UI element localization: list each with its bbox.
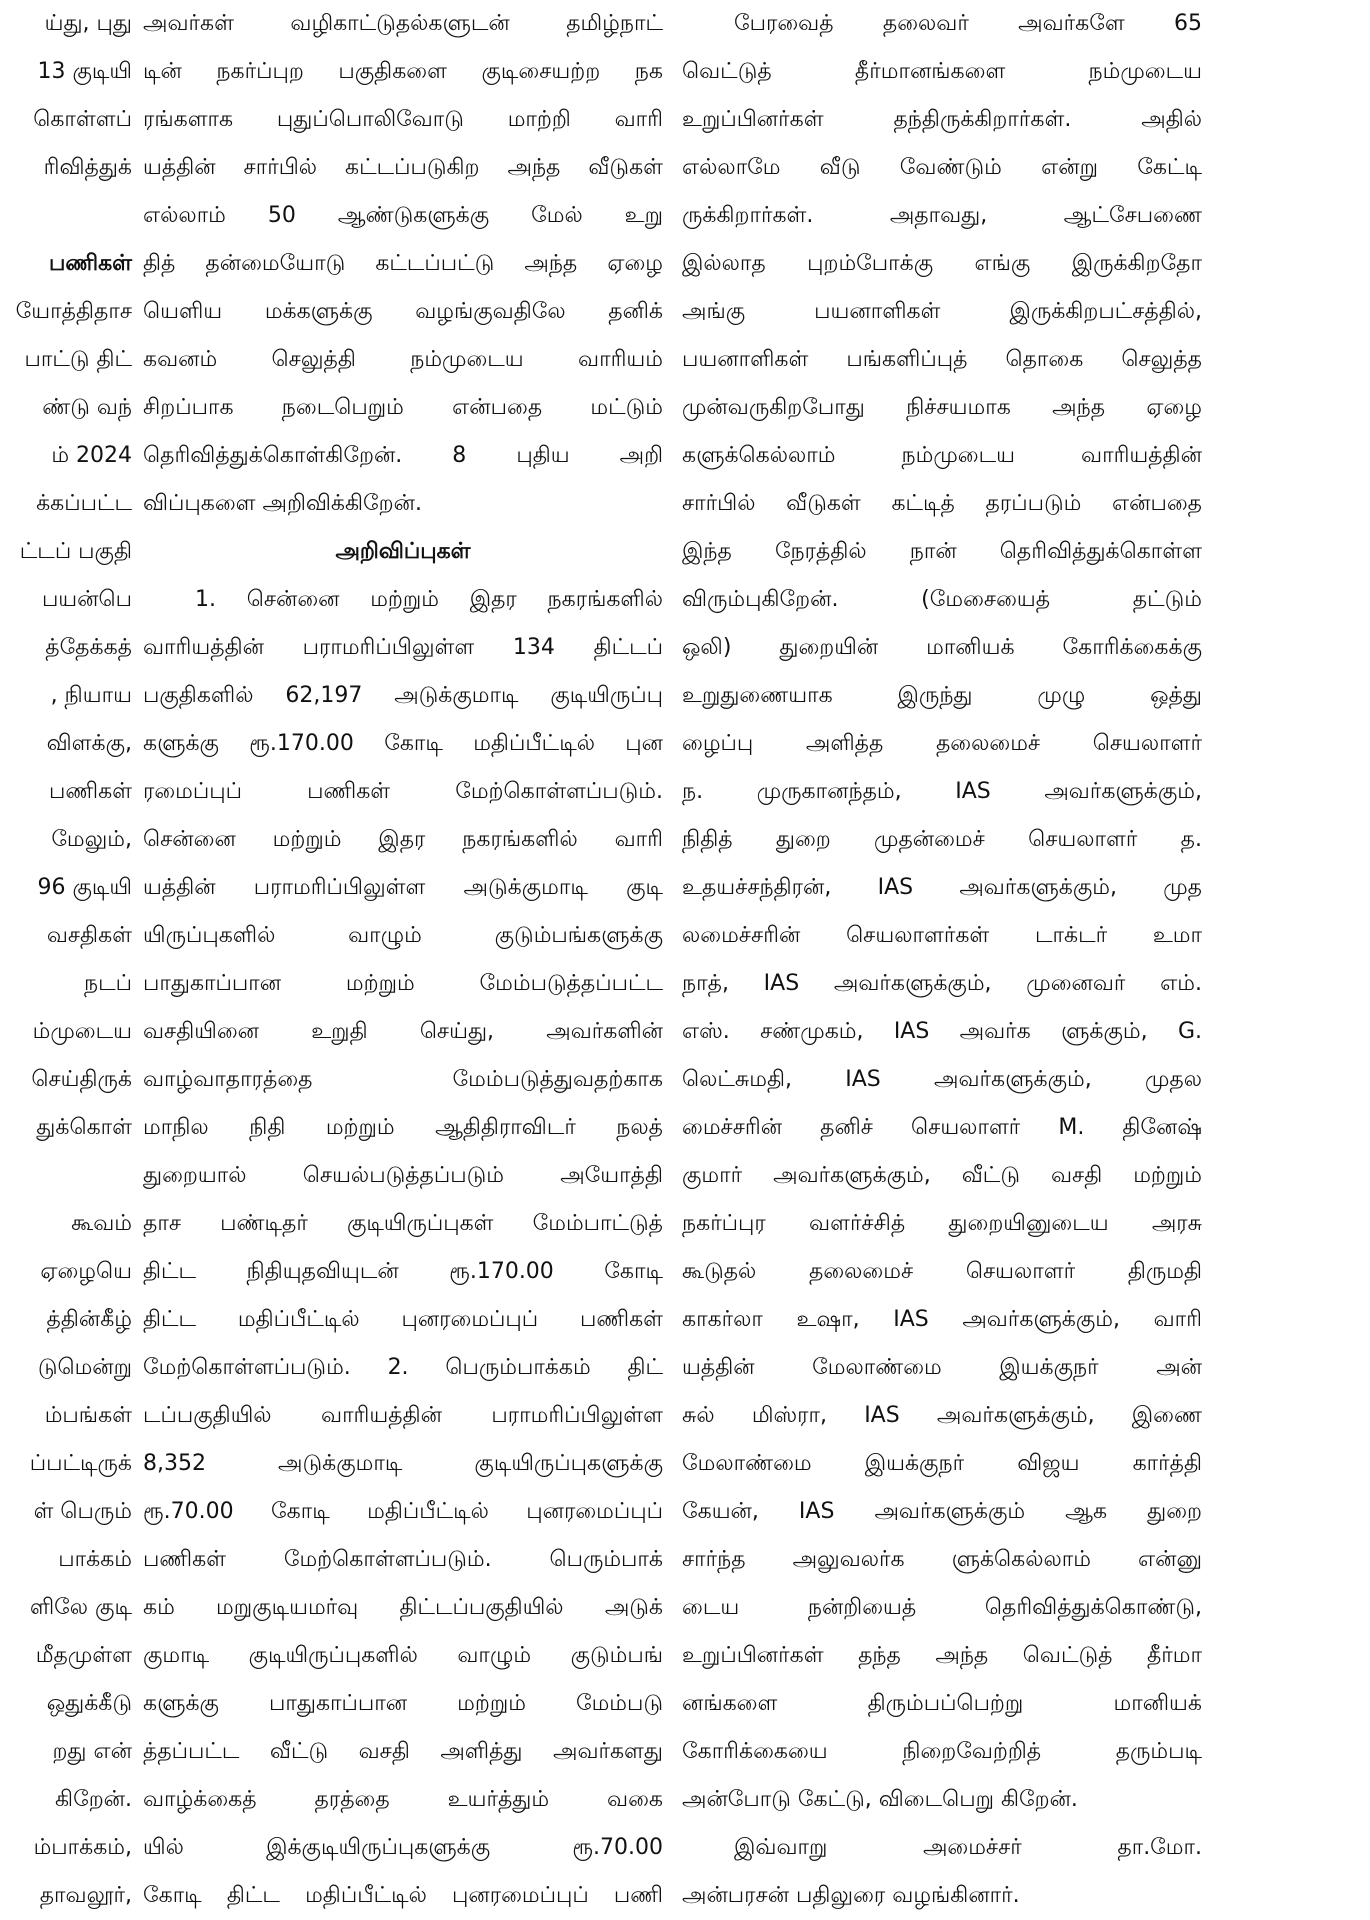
- text-line: ரூ.70.00 கோடி மதிப்பீட்டில் புனரமைப்புப்: [143, 1499, 663, 1524]
- text-line: தெரிவித்துக்கொள்கிறேன். 8 புதிய அறி: [143, 443, 663, 468]
- text-line: ண்டு வந்: [42, 395, 132, 420]
- text-line: களுக்கு பாதுகாப்பான மற்றும் மேம்படு: [143, 1691, 663, 1716]
- text-line: டப்பகுதியில் வாரியத்தின் பராமரிப்பிலுள்ள: [143, 1403, 663, 1428]
- text-line: நகர்ப்புர வளர்ச்சித் துறையினுடைய அரசு: [682, 1211, 1202, 1236]
- text-line: எல்லாமே வீடு வேண்டும் என்று கேட்டி: [682, 155, 1202, 180]
- text-line: துக்கொள்: [36, 1115, 132, 1140]
- text-line: டைய நன்றியைத் தெரிவித்துக்கொண்டு,: [682, 1595, 1202, 1620]
- text-line: மேலாண்மை இயக்குநர் விஜய கார்த்தி: [682, 1451, 1202, 1476]
- text-line: துறையால் செயல்படுத்தப்படும் அயோத்தி: [143, 1163, 663, 1188]
- text-line: யத்தின் மேலாண்மை இயக்குநர் அன்: [682, 1355, 1202, 1380]
- text-line: தித் தன்மையோடு கட்டப்பட்டு அந்த ஏழை: [143, 251, 663, 276]
- right-column: [682, 0, 1202, 1908]
- section-heading: அறிவிப்புகள்: [335, 539, 471, 564]
- text-line: பணிகள்: [48, 779, 132, 804]
- text-line: கொள்ளப்: [33, 107, 132, 132]
- text-line: 96 குடியி: [37, 875, 132, 900]
- text-line: யில் இக்குடியிருப்புகளுக்கு ரூ.70.00: [143, 1835, 663, 1860]
- text-line: , நியாய: [50, 683, 132, 708]
- text-line: சுல் மிஸ்ரா, IAS அவர்களுக்கும், இணை: [682, 1403, 1202, 1428]
- text-line: ரமைப்புப் பணிகள் மேற்கொள்ளப்படும்.: [143, 779, 663, 804]
- text-line: வெட்டுத் தீர்மானங்களை நம்முடைய: [682, 59, 1202, 84]
- text-line: நிதித் துறை முதன்மைச் செயலாளர் த.: [682, 827, 1202, 852]
- text-line: யிருப்புகளில் வாழும் குடும்பங்களுக்கு: [143, 923, 663, 948]
- text-line: பகுதிகளில் 62,197 அடுக்குமாடி குடியிருப்பு: [143, 683, 663, 708]
- text-line: பாக்கம்: [58, 1547, 132, 1572]
- text-line: ம் 2024: [51, 443, 132, 468]
- text-line: விரும்புகிறேன். (மேசையைத் தட்டும்: [682, 587, 1202, 612]
- text-line: அன்போடு கேட்டு, விடைபெறு கிறேன்.: [682, 1787, 1078, 1812]
- text-line: ய்து, புது: [44, 11, 132, 36]
- text-line: கூவம்: [71, 1211, 132, 1236]
- text-line: லெட்சுமதி, IAS அவர்களுக்கும், முதல: [682, 1067, 1202, 1092]
- text-line: வாழ்க்கைத் தரத்தை உயர்த்தும் வகை: [143, 1787, 663, 1812]
- text-line: தாச பண்டிதர் குடியிருப்புகள் மேம்பாட்டுத்: [143, 1211, 663, 1236]
- text-line: சென்னை மற்றும் இதர நகரங்களில் வாரி: [143, 827, 663, 852]
- text-line: றது என்: [52, 1739, 132, 1764]
- text-line: 8,352 அடுக்குமாடி குடியிருப்புகளுக்கு: [143, 1451, 663, 1476]
- text-line: விளக்கு,: [46, 731, 132, 756]
- text-line: மைச்சரின் தனிச் செயலாளர் M. தினேஷ்: [682, 1115, 1202, 1140]
- text-line: ஒலி) துறையின் மானியக் கோரிக்கைக்கு: [682, 635, 1202, 660]
- text-line: இந்த நேரத்தில் நான் தெரிவித்துக்கொள்ள: [682, 539, 1202, 564]
- text-line: ளிலே குடி: [29, 1595, 132, 1620]
- text-line: பயன்பெ: [41, 587, 132, 612]
- section-heading: பணிகள்: [48, 251, 132, 276]
- text-line: னங்களை திரும்பப்பெற்று மானியக்: [682, 1691, 1202, 1716]
- text-line: கம் மறுகுடியமர்வு திட்டப்பகுதியில் அடுக்: [143, 1595, 663, 1620]
- text-line: [0, 1152, 132, 1200]
- text-line: பயனாளிகள் பங்களிப்புத் தொகை செலுத்த: [682, 347, 1202, 372]
- text-line: த்தேக்கத்: [45, 635, 132, 660]
- text-line: ரிவித்துக்: [43, 155, 132, 180]
- text-line: த்தப்பட்ட வீட்டு வசதி அளித்து அவர்களது: [143, 1739, 663, 1764]
- text-line: களுக்கு ரூ.170.00 கோடி மதிப்பீட்டில் புன: [143, 731, 663, 756]
- text-line: மாநில நிதி மற்றும் ஆதிதிராவிடர் நலத்: [143, 1115, 663, 1140]
- text-line: ம்பங்கள்: [44, 1403, 132, 1428]
- text-line: ப்பட்டிருக்: [29, 1451, 132, 1476]
- text-line: முன்வருகிறபோது நிச்சயமாக அந்த ஏழை: [682, 395, 1202, 420]
- text-line: தாவலூர்,: [39, 1883, 132, 1908]
- text-line: உறுப்பினர்கள் தந்திருக்கிறார்கள். அதில்: [682, 107, 1202, 132]
- text-line: உதயச்சந்திரன், IAS அவர்களுக்கும், முத: [682, 875, 1202, 900]
- text-line: கிறேன்.: [55, 1787, 132, 1812]
- text-line: ட்டப் பகுதி: [19, 539, 132, 564]
- text-line: குமாடி குடியிருப்புகளில் வாழும் குடும்பங்: [143, 1643, 663, 1668]
- text-line: இவ்வாறு அமைச்சர் தா.மோ.: [734, 1835, 1202, 1860]
- text-line: யெளிய மக்களுக்கு வழங்குவதிலே தனிக்: [143, 299, 663, 324]
- text-line: அவர்கள் வழிகாட்டுதல்களுடன் தமிழ்நாட்: [143, 11, 663, 36]
- text-line: சிறப்பாக நடைபெறும் என்பதை மட்டும்: [143, 395, 663, 420]
- text-line: குமார் அவர்களுக்கும், வீட்டு வசதி மற்றும்: [682, 1163, 1202, 1188]
- text-line: டின் நகர்ப்புற பகுதிகளை குடிசையற்ற நக: [143, 59, 663, 84]
- text-line: வசதிகள்: [46, 923, 132, 948]
- text-line: ம்முடைய: [32, 1019, 132, 1044]
- left-column-fragment: [0, 0, 132, 1908]
- text-line: களுக்கெல்லாம் நம்முடைய வாரியத்தின்: [682, 443, 1202, 468]
- text-line: மேலும்,: [51, 827, 132, 852]
- middle-column: [143, 0, 663, 1908]
- text-line: பாதுகாப்பான மற்றும் மேம்படுத்தப்பட்ட: [143, 971, 663, 996]
- text-line: வாரியத்தின் பராமரிப்பிலுள்ள 134 திட்டப்: [143, 635, 663, 660]
- text-line: ஏழையெ: [40, 1259, 132, 1284]
- text-line: வாழ்வாதாரத்தை மேம்படுத்துவதற்காக: [143, 1067, 663, 1092]
- text-line: ருக்கிறார்கள். அதாவது, ஆட்சேபணை: [682, 203, 1202, 228]
- text-line: திட்ட நிதியுதவியுடன் ரூ.170.00 கோடி: [143, 1259, 663, 1284]
- text-line: யத்தின் சார்பில் கட்டப்படுகிற அந்த வீடுகள்: [143, 155, 663, 180]
- text-line: வசதியினை உறுதி செய்து, அவர்களின்: [143, 1019, 663, 1044]
- text-line: உறுதுணையாக இருந்து முழு ஒத்து: [682, 683, 1202, 708]
- text-line: 1. சென்னை மற்றும் இதர நகரங்களில்: [195, 587, 663, 612]
- text-line: பணிகள் மேற்கொள்ளப்படும். பெரும்பாக்: [143, 1547, 663, 1572]
- text-line: செய்திருக்: [31, 1067, 132, 1092]
- text-line: உறுப்பினர்கள் தந்த அந்த வெட்டுத் தீர்மா: [682, 1643, 1202, 1668]
- text-line: கவனம் செலுத்தி நம்முடைய வாரியம்: [143, 347, 663, 372]
- text-line: லமைச்சரின் செயலாளர்கள் டாக்டர் உமா: [682, 923, 1202, 948]
- text-line: க்கப்பட்ட: [36, 491, 132, 516]
- text-line: எல்லாம் 50 ஆண்டுகளுக்கு மேல் உறு: [143, 203, 663, 228]
- text-line: ள் பெரும்: [33, 1499, 132, 1524]
- text-line: சார்பில் வீடுகள் கட்டித் தரப்படும் என்பதை: [682, 491, 1202, 516]
- text-line: த்தின்கீழ்: [46, 1307, 132, 1332]
- text-line: சார்ந்த அலுவலர்க ளுக்கெல்லாம் என்னு: [682, 1547, 1202, 1572]
- text-line: அன்பரசன் பதிலுரை வழங்கினார்.: [682, 1883, 1020, 1908]
- text-line: ந. முருகானந்தம், IAS அவர்களுக்கும்,: [682, 779, 1202, 804]
- text-line: ரங்களாக புதுப்பொலிவோடு மாற்றி வாரி: [143, 107, 663, 132]
- text-line: யத்தின் பராமரிப்பிலுள்ள அடுக்குமாடி குடி: [143, 875, 663, 900]
- text-line: நாத், IAS அவர்களுக்கும், முனைவர் எம்.: [682, 971, 1202, 996]
- text-line: யோத்திதாச: [15, 299, 132, 324]
- text-line: 13 குடியி: [37, 59, 132, 84]
- text-line: [0, 192, 132, 240]
- text-line: ழைப்பு அளித்த தலைமைச் செயலாளர்: [682, 731, 1202, 756]
- text-line: விப்புகளை அறிவிக்கிறேன்.: [143, 491, 422, 516]
- text-line: எஸ். சண்முகம், IAS அவர்க ளுக்கும், G.: [682, 1019, 1202, 1044]
- text-line: அங்கு பயனாளிகள் இருக்கிறபட்சத்தில்,: [682, 299, 1202, 324]
- text-line: திட்ட மதிப்பீட்டில் புனரமைப்புப் பணிகள்: [143, 1307, 663, 1332]
- text-line: நடப்: [84, 971, 132, 996]
- text-line: பாட்டு திட்: [24, 347, 132, 372]
- text-line: கேயன், IAS அவர்களுக்கும் ஆக துறை: [682, 1499, 1202, 1524]
- text-line: மேற்கொள்ளப்படும். 2. பெரும்பாக்கம் திட்: [143, 1355, 663, 1380]
- text-line: கோடி திட்ட மதிப்பீட்டில் புனரமைப்புப் பணி: [143, 1883, 663, 1908]
- text-line: டுமென்று: [37, 1355, 132, 1380]
- text-line: இல்லாத புறம்போக்கு எங்கு இருக்கிறதோ: [682, 251, 1202, 276]
- text-line: பேரவைத் தலைவர் அவர்களே 65: [734, 11, 1202, 36]
- text-line: கோரிக்கையை நிறைவேற்றித் தரும்படி: [682, 1739, 1202, 1764]
- text-line: ம்பாக்கம்,: [33, 1835, 132, 1860]
- text-line: கூடுதல் தலைமைச் செயலாளர் திருமதி: [682, 1259, 1202, 1284]
- text-line: மீதமுள்ள: [35, 1643, 132, 1668]
- text-line: காகர்லா உஷா, IAS அவர்களுக்கும், வாரி: [682, 1307, 1202, 1332]
- text-line: ஒதுக்கீடு: [46, 1691, 132, 1716]
